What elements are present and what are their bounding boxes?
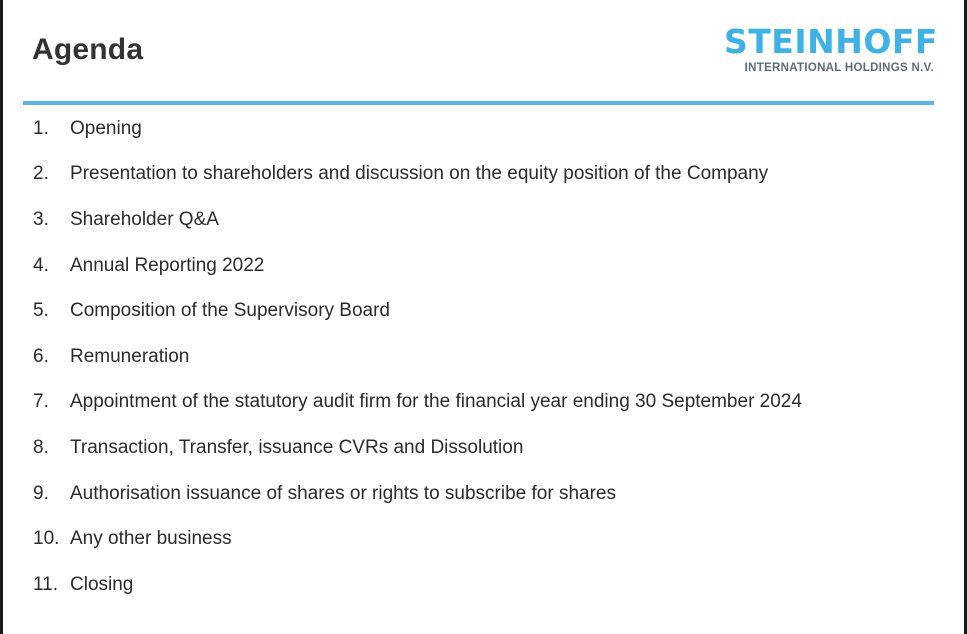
agenda-item-text: Closing (70, 573, 134, 595)
agenda-item (33, 243, 933, 289)
agenda-item-number: 5. (33, 300, 49, 322)
page-title: Agenda (32, 33, 144, 66)
agenda-item-number: 8. (33, 436, 49, 458)
agenda-item-text: Any other business (70, 528, 232, 550)
header-divider (23, 101, 934, 105)
agenda-item-number: 4. (33, 254, 49, 276)
agenda-item-number: 6. (33, 345, 49, 367)
agenda-list (33, 106, 933, 608)
agenda-item-number: 11. (33, 573, 59, 595)
agenda-item-text: Remuneration (70, 345, 190, 367)
agenda-item (33, 562, 933, 608)
agenda-item-text: Appointment of the statutory audit firm for the financial year ending 30 September 2024 (70, 391, 802, 413)
agenda-item-number: 2. (33, 163, 49, 185)
logo-subtitle: INTERNATIONAL HOLDINGS N.V. (744, 62, 934, 74)
company-logo (724, 22, 938, 74)
agenda-item (33, 197, 933, 243)
agenda-item-text: Presentation to shareholders and discussion on the equity position of the Company (70, 163, 769, 185)
agenda-item (33, 516, 933, 562)
agenda-item-text: Annual Reporting 2022 (70, 254, 265, 276)
agenda-item (33, 471, 933, 517)
agenda-item (33, 288, 933, 334)
agenda-item (33, 106, 933, 152)
agenda-item-number: 9. (33, 482, 49, 504)
agenda-item-number: 10. (33, 528, 60, 550)
agenda-item-number: 1. (33, 117, 49, 139)
agenda-item (33, 425, 933, 471)
agenda-item-text: Transaction, Transfer, issuance CVRs and Dissolution (70, 436, 524, 458)
agenda-item-number: 7. (33, 391, 49, 413)
agenda-item-text: Authorisation issuance of shares or rights to subscribe for shares (70, 482, 616, 504)
agenda-item-number: 3. (33, 208, 49, 230)
agenda-item-text: Composition of the Supervisory Board (70, 300, 390, 322)
agenda-item-text: Shareholder Q&A (70, 208, 219, 230)
agenda-item-text: Opening (70, 117, 142, 139)
agenda-item (33, 334, 933, 380)
logo-wordmark: STEINHOFF (724, 22, 938, 61)
slide (3, 0, 964, 634)
agenda-item (33, 152, 933, 198)
agenda-item (33, 380, 933, 426)
